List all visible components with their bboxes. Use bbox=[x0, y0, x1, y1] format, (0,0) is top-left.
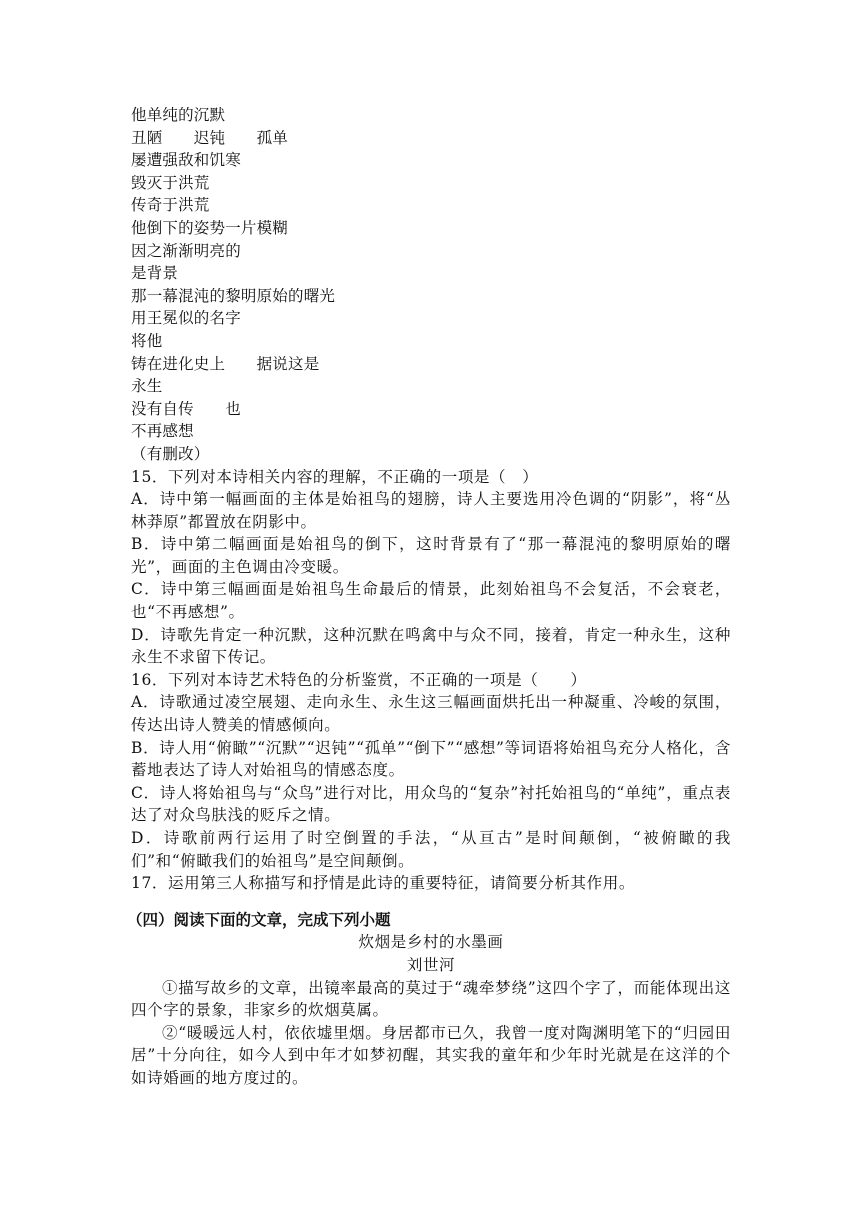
poem-line: 他单纯的沉默 bbox=[131, 106, 226, 124]
poem-line: 永生 bbox=[131, 377, 163, 396]
option-b: B．诗中第二幅画面是始祖鸟的倒下，这时背景有了“那一幕混沌的黎明原始的曙光”，画面的主色调由冷变暖。 bbox=[131, 535, 731, 576]
option-c: C．诗人将始祖鸟与“众鸟”进行对比，用众鸟的“复杂”衬托始祖鸟的“单纯”，重点表达了对众鸟肤浅的贬斥之情。 bbox=[131, 783, 731, 825]
option-b: B．诗人用“俯瞰”“沉默”“迟钝”“孤单”“倒下”“感想”等词语将始祖鸟充分人格化，含蓄地表达了诗人对始祖鸟的情感态度。 bbox=[131, 738, 731, 780]
section-gap bbox=[131, 895, 731, 909]
article-author: 刘世河 bbox=[406, 955, 456, 974]
document-body bbox=[127, 104, 731, 1090]
article-title: 炊烟是乡村的水墨画 bbox=[358, 933, 504, 952]
poem-line: 因之渐渐明亮的 bbox=[131, 241, 241, 260]
poem-excerpt bbox=[131, 104, 731, 466]
poem-line: 将他 bbox=[131, 331, 163, 350]
question-15 bbox=[131, 466, 731, 669]
article-paragraph: ①描写故乡的文章，出镜率最高的莫过于“魂牵梦绕”这四个字了，而能体现出这四个字的景象，非家乡的炊烟莫属。 bbox=[131, 978, 731, 1020]
poem-line: 毁灭于洪荒 bbox=[131, 173, 210, 192]
option-d: D．诗歌先肯定一种沉默，这种沉默在鸣禽中与众不同，接着，肯定一种永生，这种永生不求留下传记。 bbox=[131, 625, 731, 667]
section-4 bbox=[127, 909, 731, 1090]
poem-line: 屡遭强敌和饥寒 bbox=[131, 151, 241, 170]
poem-line: 不再感想 bbox=[131, 422, 194, 441]
option-a: A．诗中第一幅画面的主体是始祖鸟的翅膀，诗人主要选用冷色调的“阴影”，将“丛林莽原”都置放在阴影中。 bbox=[131, 490, 731, 531]
poem-line: 没有自传 也 bbox=[131, 399, 241, 418]
source-note: （有删改） bbox=[131, 444, 210, 463]
question-17 bbox=[131, 872, 731, 895]
poem-line: 是背景 bbox=[131, 264, 179, 283]
option-a: A．诗歌通过凌空展翅、走向永生、永生这三幅画面烘托出一种凝重、冷峻的氛围，传达出诗人赞美的情感倾向。 bbox=[131, 693, 731, 735]
question-stem: 16．下列对本诗艺术特色的分析鉴赏，不正确的一项是（ ） bbox=[131, 670, 587, 689]
article-paragraph: ②“暖暖远人村，依依墟里烟。身居都市已久，我曾一度对陶渊明笔下的“归园田居”十分向往，如今人到中年才如梦初醒，其实我的童年和少年时光就是在这洋的个如诗婚画的地方度过的。 bbox=[131, 1023, 731, 1087]
option-d: D．诗歌前两行运用了时空倒置的手法，“从亘古”是时间颠倒，“被俯瞰的我们”和“俯瞰我们的始祖鸟”是空间颠倒。 bbox=[131, 829, 731, 870]
poem-line: 传奇于洪荒 bbox=[131, 196, 210, 215]
poem-line: 那一幕混沌的黎明原始的曙光 bbox=[131, 286, 336, 305]
poem-line: 铸在进化史上 据说这是 bbox=[131, 354, 320, 373]
question-16 bbox=[131, 669, 731, 872]
question-stem: 17．运用第三人称描写和抒情是此诗的重要特征，请简要分析其作用。 bbox=[131, 874, 635, 893]
poem-line: 用王冕似的名字 bbox=[131, 309, 241, 328]
poem-line: 丑陋 迟钝 孤单 bbox=[131, 128, 289, 147]
poem-line: 他倒下的姿势一片模糊 bbox=[131, 218, 289, 237]
question-stem: 15．下列对本诗相关内容的理解，不正确的一项是（ ） bbox=[131, 467, 539, 486]
option-c: C．诗中第三幅画面是始祖鸟生命最后的情景，此刻始祖鸟不会复活，不会衰老，也“不再感想”。 bbox=[131, 580, 731, 622]
section-heading: （四）阅读下面的文章，完成下列小题 bbox=[127, 909, 391, 929]
